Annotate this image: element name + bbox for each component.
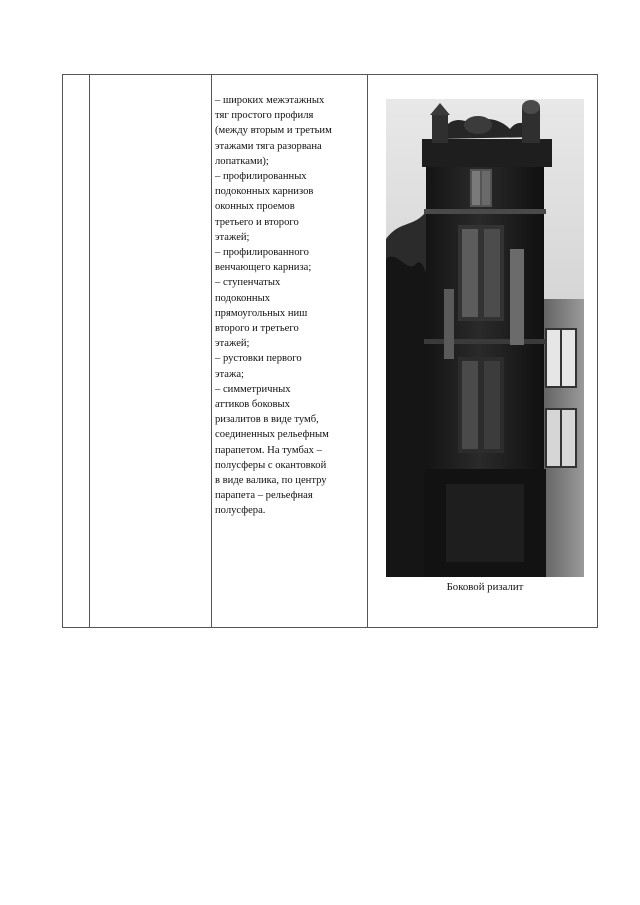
text-line: этажами тяга разорвана	[215, 140, 322, 152]
text-line: – симметричных	[215, 383, 291, 395]
text-line: этажей;	[215, 338, 250, 350]
text-line: – ступенчатых	[215, 277, 281, 289]
text-line: этажей;	[215, 231, 250, 243]
building-photo	[386, 99, 584, 577]
building-photo-illustration	[386, 99, 584, 577]
text-line: (между вторым и третьим	[215, 125, 332, 137]
text-line: – профилированных	[215, 171, 307, 183]
text-line: полусфера.	[215, 505, 266, 517]
text-line: полусферы с окантовкой	[215, 459, 327, 471]
table-column-divider-1	[89, 75, 90, 627]
text-line: третьего и второго	[215, 216, 299, 228]
text-line: лопатками);	[215, 155, 269, 167]
text-line: оконных проемов	[215, 201, 295, 213]
text-line: венчающего карниза;	[215, 262, 312, 274]
table-column-divider-3	[367, 75, 368, 627]
text-line: второго и третьего	[215, 323, 299, 335]
text-line: ризалитов в виде тумб,	[215, 414, 319, 426]
description-text	[215, 93, 365, 519]
text-line: подоконных карнизов	[215, 186, 314, 198]
text-line: прямоугольных ниш	[215, 307, 308, 319]
text-line: – широких межэтажных	[215, 95, 325, 106]
text-line: этажа;	[215, 368, 244, 380]
document-table	[62, 74, 598, 628]
table-column-divider-2	[211, 75, 212, 627]
text-line: подоконных	[215, 292, 271, 304]
text-line: в виде валика, по центру	[215, 475, 327, 487]
text-line: парапета – рельефная	[215, 490, 313, 502]
text-line: тяг простого профиля	[215, 110, 314, 122]
text-line: соединенных рельефным	[215, 429, 329, 441]
text-line: парапетом. На тумбах –	[215, 444, 322, 456]
text-line: аттиков боковых	[215, 399, 290, 411]
text-line: – рустовки первого	[215, 353, 302, 365]
photo-caption: Боковой ризалит	[446, 581, 524, 593]
text-line: – профилированного	[215, 247, 309, 259]
